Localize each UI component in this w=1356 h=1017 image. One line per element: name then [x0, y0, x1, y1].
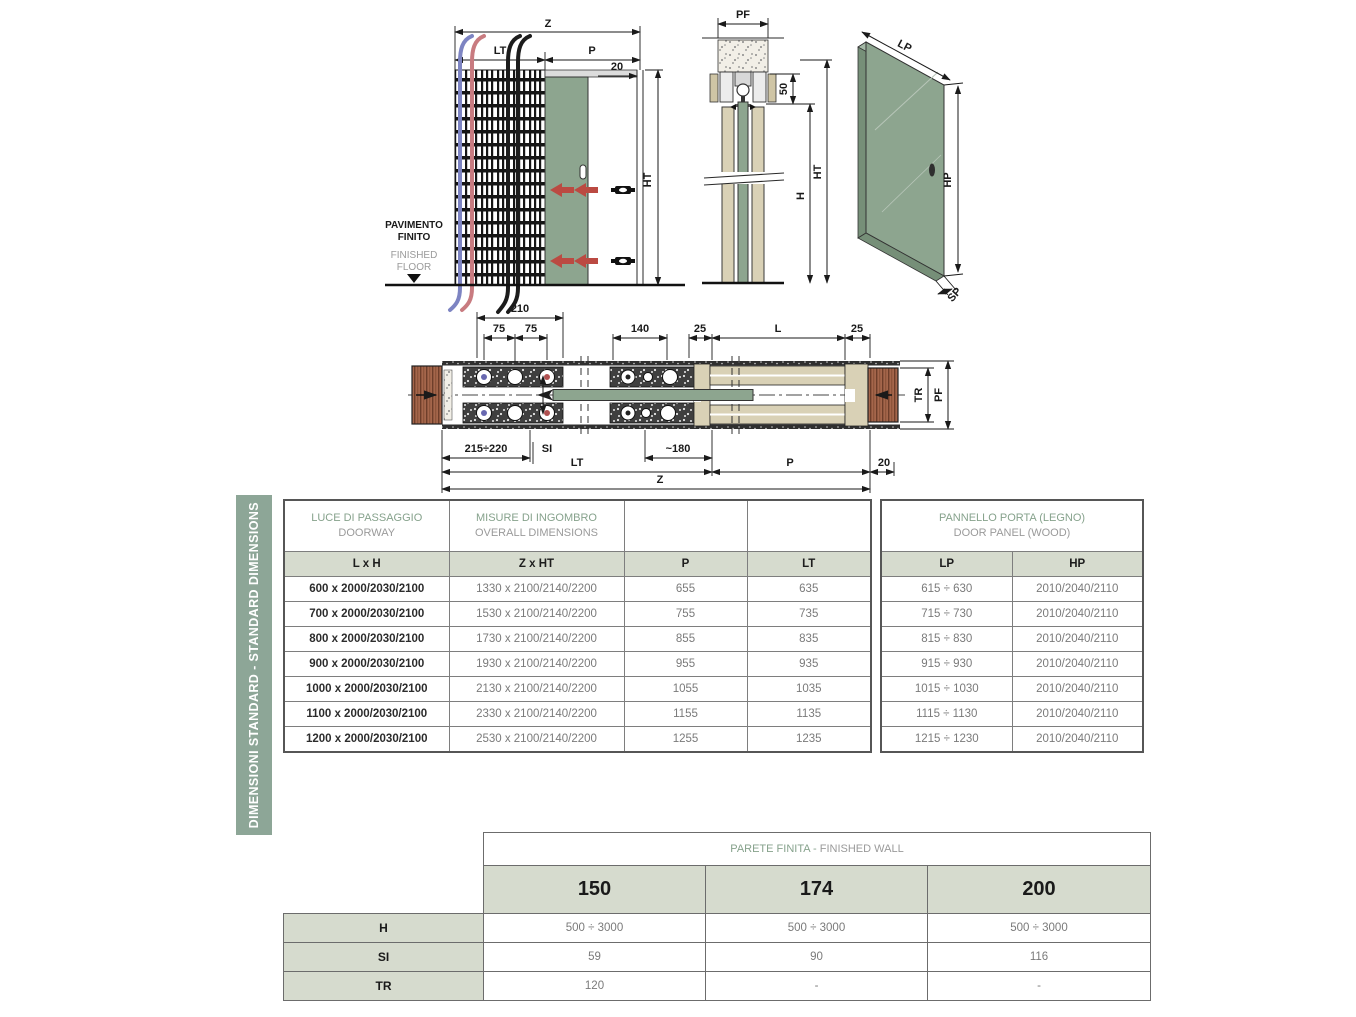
floor-label-en-1: FINISHED: [390, 250, 438, 261]
door-panel-3d: [858, 32, 964, 304]
dim-20b-label: 20: [877, 457, 891, 469]
table-cell: 635: [747, 577, 871, 602]
table-cell: 1200 x 2000/2030/2100: [284, 727, 449, 753]
standard-dimensions-sidebar: [236, 495, 272, 835]
dim-tr-label: TR: [913, 387, 925, 403]
table-cell: 1035: [747, 677, 871, 702]
table-row: [881, 677, 1143, 702]
dim-p-label: P: [588, 45, 596, 57]
table-cell: 755: [624, 602, 747, 627]
finished-wall-title-it: PARETE FINITA -: [730, 843, 817, 855]
table-cell: 1235: [747, 727, 871, 753]
table-cell: 2010/2040/2110: [1012, 677, 1143, 702]
table-cell: -: [928, 972, 1151, 1001]
dim-20-label: 20: [610, 61, 624, 73]
dimensions-table-group: [283, 499, 1144, 753]
header-empty-lt: [747, 500, 871, 552]
dim-p2-label: P: [786, 457, 794, 469]
table-row: [881, 602, 1143, 627]
table-cell: 735: [747, 602, 871, 627]
wall-col-174: 174: [706, 866, 928, 914]
col-header-p: P: [624, 552, 747, 577]
dim-75b-label: 75: [524, 323, 538, 335]
dim-lt-label: LT: [493, 45, 507, 57]
header-overall-it: MISURE DI INGOMBRO: [475, 511, 597, 524]
table-cell: 120: [484, 972, 706, 1001]
table-row: [284, 602, 871, 627]
header-panel-en: DOOR PANEL (WOOD): [953, 527, 1071, 539]
table-cell: 2010/2040/2110: [1012, 702, 1143, 727]
wall-stud-left: [722, 107, 734, 283]
dim-pf-label: PF: [735, 9, 751, 21]
dim-hp-label: HP: [942, 172, 954, 188]
row-label-tr: TR: [284, 972, 484, 1001]
pocket-side-view: [385, 18, 685, 312]
table-row: [284, 702, 871, 727]
door-panel-side: [545, 77, 588, 285]
header-overall-en: OVERALL DIMENSIONS: [474, 527, 599, 539]
table-cell: 700 x 2000/2030/2100: [284, 602, 449, 627]
table-cell: 500 ÷ 3000: [484, 914, 706, 943]
floor-label-it-1: PAVIMENTO: [385, 220, 443, 231]
door-panel-section: [738, 102, 748, 283]
table-cell: 2130 x 2100/2140/2200: [449, 677, 624, 702]
pocket-frame-mesh: [455, 70, 545, 285]
table-cell: 1155: [624, 702, 747, 727]
row-label-h: H: [284, 914, 484, 943]
floor-label-it-2: FINITO: [397, 232, 431, 243]
dim-lt2-label: LT: [570, 457, 584, 469]
plan-section: [408, 303, 954, 493]
table-cell: 600 x 2000/2030/2100: [284, 577, 449, 602]
door-stop-icons: [611, 186, 635, 265]
table-cell: 955: [624, 652, 747, 677]
technical-drawings: [0, 0, 1356, 500]
flush-pull-handle-icon: [580, 165, 586, 179]
table-cell: 715 ÷ 730: [881, 602, 1012, 627]
col-header-lxh: L x H: [284, 552, 449, 577]
header-doorway-it: LUCE DI PASSAGGIO: [311, 511, 423, 524]
table-cell: 1115 ÷ 1130: [881, 702, 1012, 727]
dimensions-table-panel: [880, 499, 1144, 753]
table-row: [881, 627, 1143, 652]
table-cell: 1015 ÷ 1030: [881, 677, 1012, 702]
table-cell: 1530 x 2100/2140/2200: [449, 602, 624, 627]
table-cell: 1930 x 2100/2140/2200: [449, 652, 624, 677]
header-overall: [449, 500, 624, 552]
table-cell: 900 x 2000/2030/2100: [284, 652, 449, 677]
col-header-lp: LP: [881, 552, 1012, 577]
table-cell: 1055: [624, 677, 747, 702]
table-row: [284, 652, 871, 677]
dim-l-label: L: [774, 323, 782, 335]
table-row: [284, 627, 871, 652]
floor-label-en-2: FLOOR: [396, 262, 432, 273]
dim-140-label: 140: [630, 323, 650, 335]
table-cell: 2010/2040/2110: [1012, 627, 1143, 652]
table-cell: 855: [624, 627, 747, 652]
table-row: [881, 577, 1143, 602]
table-row: [284, 943, 1151, 972]
wall-col-200: 200: [928, 866, 1151, 914]
table-cell: 1330 x 2100/2140/2200: [449, 577, 624, 602]
dim-h-label: H: [795, 192, 807, 200]
blank-cell: [284, 866, 484, 914]
table-cell: 2330 x 2100/2140/2200: [449, 702, 624, 727]
header-panel-it: PANNELLO PORTA (LEGNO): [938, 511, 1086, 524]
table-cell: 59: [484, 943, 706, 972]
table-row: [284, 914, 1151, 943]
table-cell: 90: [706, 943, 928, 972]
table-cell: 915 ÷ 930: [881, 652, 1012, 677]
dimensions-table-main: [283, 499, 872, 753]
header-empty-p: [624, 500, 747, 552]
wall-vertical-section: [702, 9, 832, 283]
table-cell: 1730 x 2100/2140/2200: [449, 627, 624, 652]
header-door-panel: [881, 500, 1143, 552]
concrete-lintel: [718, 40, 768, 72]
table-row: [881, 727, 1143, 753]
wall-skin-top: [442, 361, 900, 366]
table-cell: 1000 x 2000/2030/2100: [284, 677, 449, 702]
table-cell: 2010/2040/2110: [1012, 727, 1143, 753]
finished-wall-title-en: FINISHED WALL: [819, 843, 904, 855]
table-row: [881, 702, 1143, 727]
col-header-lt: LT: [747, 552, 871, 577]
table-row: [284, 577, 871, 602]
wall-skin-bottom: [442, 425, 900, 430]
table-cell: 935: [747, 652, 871, 677]
table-cell: 615 ÷ 630: [881, 577, 1012, 602]
finished-wall-table-wrap: [283, 832, 1151, 1001]
row-label-si: SI: [284, 943, 484, 972]
dim-ht-label: HT: [642, 172, 654, 188]
table-cell: 2010/2040/2110: [1012, 602, 1143, 627]
table-row: [284, 677, 871, 702]
table-cell: 1215 ÷ 1230: [881, 727, 1012, 753]
header-doorway: [284, 500, 449, 552]
dim-z2-label: Z: [656, 474, 664, 486]
dim-pf2-label: PF: [933, 387, 945, 403]
dim-75a-label: 75: [492, 323, 506, 335]
dim-50-label: 50: [778, 82, 790, 96]
panel-left-edge: [858, 42, 866, 238]
table-cell: 815 ÷ 830: [881, 627, 1012, 652]
table-cell: 1100 x 2000/2030/2100: [284, 702, 449, 727]
dim-z-label: Z: [544, 18, 552, 30]
dim-sp-label: SP: [945, 285, 965, 305]
table-cell: 800 x 2000/2030/2100: [284, 627, 449, 652]
door-panel-plan: [553, 390, 753, 401]
flush-pull-handle-icon: [929, 164, 935, 177]
finished-wall-title: [484, 833, 1151, 866]
dim-180-label: ~180: [665, 443, 691, 455]
blank-cell: [284, 833, 484, 866]
table-cell: 116: [928, 943, 1151, 972]
dim-ht2-label: HT: [812, 164, 824, 180]
dim-si-label: SI: [541, 443, 553, 455]
wall-col-150: 150: [484, 866, 706, 914]
wall-stud-right: [752, 107, 764, 283]
dim-25a-label: 25: [693, 323, 707, 335]
table-cell: 500 ÷ 3000: [928, 914, 1151, 943]
table-cell: 1135: [747, 702, 871, 727]
col-header-zxht: Z x HT: [449, 552, 624, 577]
dim-210-label: 210: [510, 303, 530, 315]
sidebar-vertical-label: DIMENSIONI STANDARD - STANDARD DIMENSIONS: [247, 501, 261, 829]
table-cell: 1255: [624, 727, 747, 753]
table-row: [284, 972, 1151, 1001]
table-row: [881, 652, 1143, 677]
table-cell: 655: [624, 577, 747, 602]
table-cell: 2010/2040/2110: [1012, 652, 1143, 677]
dim-lp-label: LP: [895, 37, 914, 55]
finished-wall-table: [283, 832, 1151, 1001]
table-cell: 2010/2040/2110: [1012, 577, 1143, 602]
floor-level-marker-icon: [407, 274, 421, 283]
dim-25b-label: 25: [850, 323, 864, 335]
table-cell: 500 ÷ 3000: [706, 914, 928, 943]
table-cell: 835: [747, 627, 871, 652]
table-cell: -: [706, 972, 928, 1001]
table-cell: 2530 x 2100/2140/2200: [449, 727, 624, 753]
dim-215-220-label: 215÷220: [464, 443, 508, 455]
header-doorway-en: DOORWAY: [338, 527, 396, 539]
table-row: [284, 727, 871, 753]
col-header-hp: HP: [1012, 552, 1143, 577]
